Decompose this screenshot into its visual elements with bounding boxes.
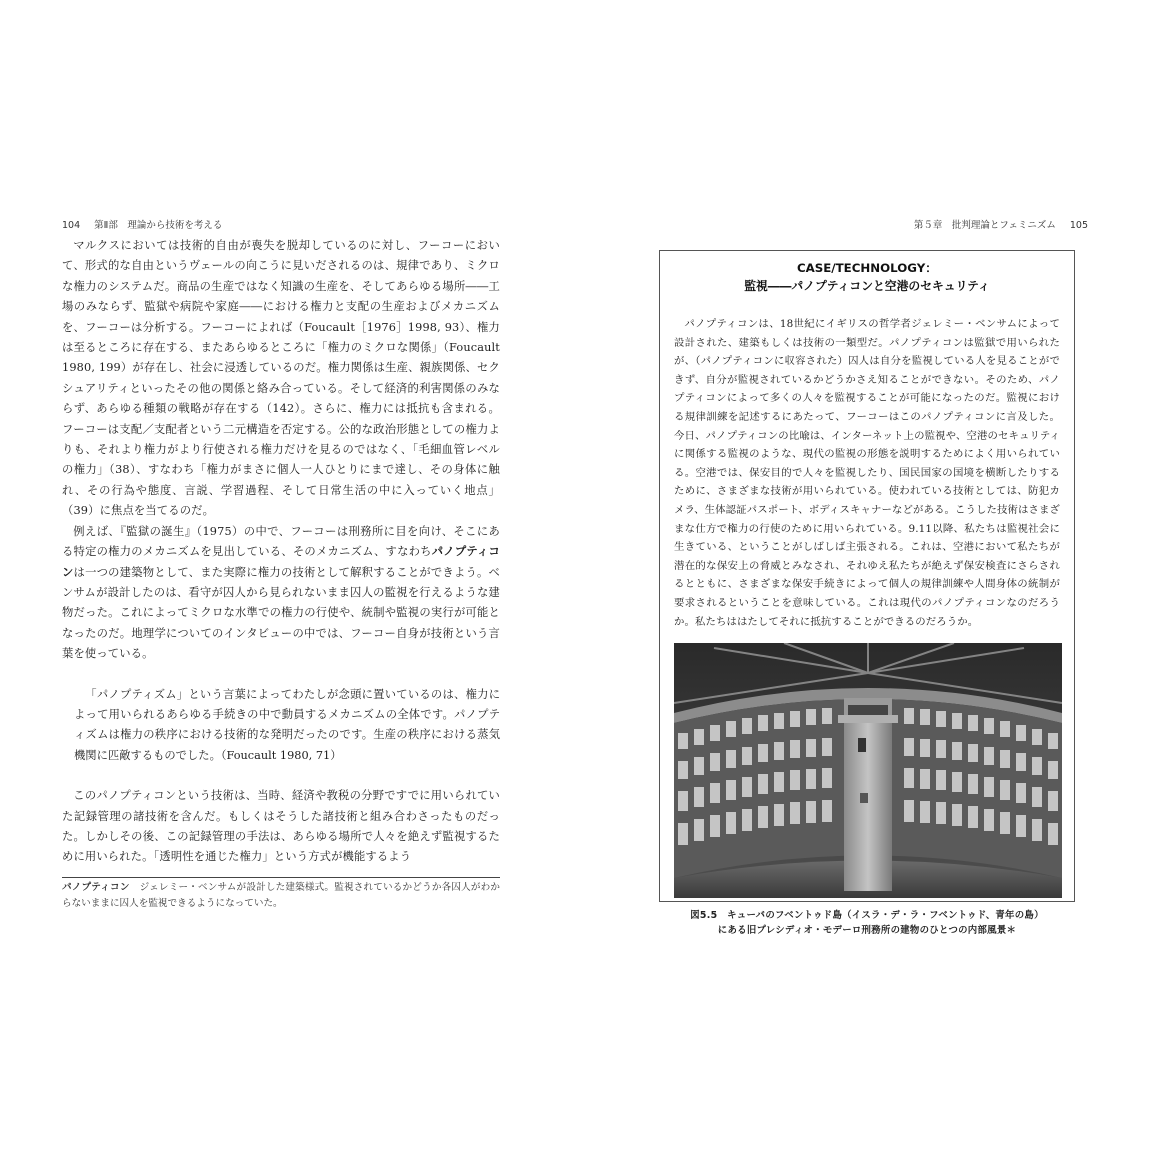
left-body-text [62, 236, 500, 665]
right-running-head [658, 218, 1088, 234]
footnote-text: ジェレミー・ベンサムが設計した建築様式。監視されているかどうか各囚人がわからないままに囚人を監視できるようになっていた。 [62, 882, 501, 909]
case-text [674, 315, 1060, 631]
case-label: CASE/TECHNOLOGY： [796, 261, 938, 275]
footnote-rule [62, 877, 500, 878]
footnote [62, 880, 500, 911]
paragraph-2 [62, 522, 500, 665]
case-paragraph: パノプティコンは、18世紀にイギリスの哲学者ジェレミー・ベンサムによって設計された、建築もしくは技術の一類型だ。パノプティコンは監獄で用いられたが、（パノプティコンに収容された）囚人は自分を監視している人を見ることができず、自分が監視されているかどうかさえ知ることができない。そのため、パノプティコンによって多くの人々を監視することが可能になったのだ。監視における規律訓練を記述するにあたって、フーコーはこのパノプティコンに言及した。今日、パノプティコンの比喩は、インターネット上の監視や、空港のセキュリティに関係する監視のような、現代の監視の形態を説明するためによく用いられている。空港では、保安目的で人々を監視したり、国民国家の国境を横断したりするために、さまざまな技術が用いられている。使われている技術としては、防犯カメラ、生体認証パスポート、ボディスキャナーなどがある。こうした技術はさまざまな仕方で権力の行使のために用いられている。9.11以降、私たちは監視社会に生きている、ということがしばしば主張される。これは、空港において私たちが潜在的な保安上の脅威とみなされ、それゆえ私たちが絶えず保安検査にさらされるとともに、さまざまな保安手続きによって個人の規律訓練や人間身体の統制が要求されるということを意味している。これは現代のパノプティコンなのだろうか。私たちははたしてそれに抵抗することができるのだろうか。 [674, 318, 1060, 628]
case-title: 監視――パノプティコンと空港のセキュリティ [744, 279, 990, 293]
quote-text: 「パノプティズム」という言葉によってわたしが念頭に置いているのは、権力によって用いられるあらゆる手続きの中で動員するメカニズムの全体です。パノプティズムは権力の秩序における技術的な発明だったのです。生産の秩序における蒸気機関に匹敵するものでした。（Foucault 1980, 71） [74, 687, 500, 762]
caption-line-1: 図5.5 キューバのフベントゥド島（イスラ・デ・ラ・フベントゥド、青年の島） [690, 910, 1044, 922]
paragraph-2-after: は一つの建築物として、また実際に権力の技術として解釈することができよう。ベンサムが設計したのは、看守が囚人から見られないまま囚人の監視を行えるような建物だった。これによってミクロな水準での権力の行使や、統制や監視の実行が可能となったのだ。地理学についてのインタビューの中では、フーコー自身が技術という言葉を使っている。 [62, 565, 501, 661]
left-page-number: 104 [62, 220, 81, 231]
right-page [658, 218, 1088, 234]
footnote-term: パノプティコン [62, 882, 130, 893]
panopticon-term: パノプティコン [62, 545, 500, 579]
caption-line-2: にある旧プレシディオ・モデーロ刑務所の建物のひとつの内部風景＊ [717, 925, 1017, 937]
paragraph-3: このパノプティコンという技術は、当時、経済や教税の分野ですでに用いられていた記録管理の諸技術を含んだ。もしくはそうした諸技術と組み合わさったものだった。しかしその後、この記録管理の手法は、あらゆる場所で人々を絶えず監視するために用いられた。「透明性を通じた権力」という方式が機能するよう [62, 789, 500, 864]
case-technology-box [659, 250, 1075, 937]
paragraph-2-before: 例えば、『監獄の誕生』（1975）の中で、フーコーは刑務所に目を向け、そこにある特定の権力のメカニズムを見出している、そのメカニズム、すなわち [62, 524, 500, 559]
block-quote [62, 685, 500, 767]
left-page [62, 218, 500, 868]
left-body-text-2 [62, 786, 500, 868]
paragraph-1: マルクスにおいては技術的自由が喪失を脱却しているのに対し、フーコーにおいて、形式的な自由というヴェールの向こうに見いだされるのは、規律であり、ミクロな権力のシステムだ。商品の生産ではなく知識の生産を、そしてあらゆる場所――工場のみならず、監獄や病院や家庭――における権力と支配の生産およびメカニズムを、フーコーは分析する。フーコーによれば（Foucault［1976］1998, 93）、権力は至るところに存在する、またあらゆるところに「権力のミクロな関係」（Foucault 1980, 199）が存在し、社会に浸透しているのだ。権力関係は生産、親族関係、セクシュアリティといったその他の関係と絡み合っている。そして経済的利害関係のみならず、あらゆる種類の戦略が存在する（142）。さらに、権力には抵抗も含まれる。フーコーは支配／支配者という二元構造を否定する。公的な政治形態としての権力よりも、それより権力がより行使される権力だけを見るのではなく、「毛細血管レベルの権力」（38）、すなわち「権力がまさに個人一人ひとりにまで達し、その身体に触れ、その行為や態度、言説、学習過程、そして日常生活の中に入っていく地点」（39）に焦点を当てるのだ。 [62, 239, 500, 518]
part-title: 第Ⅱ部 理論から技術を考える [94, 220, 223, 231]
chapter-title: 第５章 批判理論とフェミニズム [913, 220, 1056, 231]
figure-caption [674, 908, 1060, 938]
panopticon-prison-photo [674, 643, 1062, 898]
left-running-head [62, 218, 500, 234]
right-page-number: 105 [1069, 220, 1088, 231]
